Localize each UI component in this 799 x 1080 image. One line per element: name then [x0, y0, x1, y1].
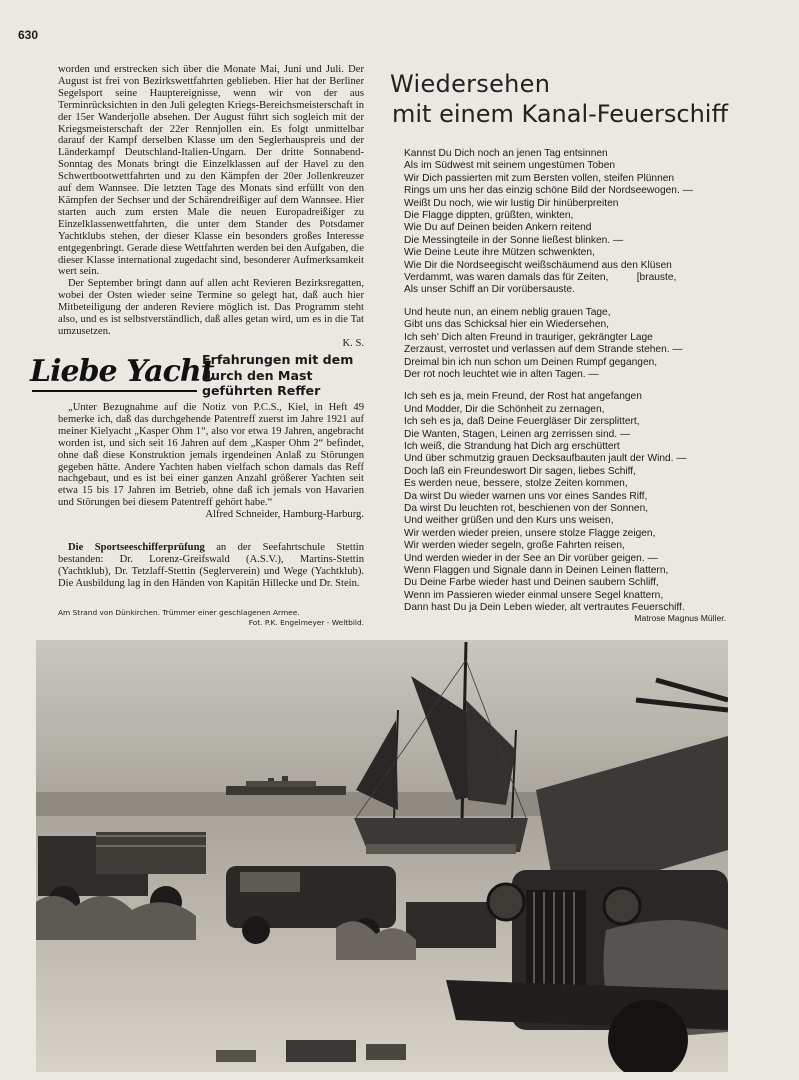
photo-credit: Fot. P.K. Engelmeyer - Weltbild. [248, 618, 364, 627]
poem-line: Verdammt, was waren damals das für Zeiten, [brauste, [404, 272, 677, 284]
letter-signature: Alfred Schneider, Hamburg-Harburg. [205, 509, 364, 521]
poem-line: Doch laß ein Freundeswort Dir sagen, liebes Schiff, [404, 465, 636, 477]
letters-heading [30, 352, 364, 400]
photo-caption [58, 608, 364, 628]
masthead-underline [32, 390, 197, 392]
poem-line: Da wirst Du leuchten rot, beschienen von der Sonnen, [404, 502, 649, 514]
reader-letter [58, 402, 364, 521]
poem-line: Und heute nun, an einem neblig grauen Tage, [404, 306, 611, 318]
poem-line: Und Modder, Dir die Schönheit zu zernagen, [404, 403, 605, 415]
poem-line: Kannst Du Dich noch an jenen Tag entsinnen [404, 148, 608, 159]
poem-line: Es werden neue, bessere, stolze Zeiten kommen, [404, 478, 628, 490]
poem-line: Als unser Schiff an Dir vorübersauste. [404, 284, 575, 296]
poem-line: Wir Dich passierten mit zum Bersten vollen, steifen Plünnen [404, 172, 675, 184]
poem-line: Wir werden wieder preien, unsere stolze Flagge zeigen, [404, 527, 656, 539]
poem-line: Wenn Flaggen und Signale dann in Deinen Leinen flattern, [404, 565, 669, 576]
page-number: 630 [18, 28, 39, 42]
dunkirk-beach-photo [36, 640, 728, 1072]
poem-line: Dann hast Du ja Dein Leben wieder, alt vertrautes Feuerschiff. [404, 602, 685, 614]
poem-title-block [376, 70, 728, 128]
poem-line: Gibt uns das Schicksal hier ein Wiedersehen, [404, 319, 609, 331]
poem-stanza [404, 391, 728, 614]
poem-line: Wir werden wieder segeln, große Fahrten reisen, [404, 540, 625, 552]
photo-illustration [36, 640, 728, 1072]
exam-notice-lead: Die Sportseeschifferprüfung [68, 542, 205, 553]
letters-masthead: Liebe Yacht [30, 354, 214, 389]
poem-line: Wie Dir die Nordseegischt weißschäumend aus den Klüsen [404, 259, 672, 271]
poem-line: Die Wanten, Stagen, Leinen arg zerrissen sind. — [404, 428, 631, 440]
poem-line: Wenn im Passieren wieder einmal unsere Segel knattern, [404, 589, 664, 601]
poem-line: Weißt Du noch, wie wir lustig Dir hinüberpreiten [404, 197, 619, 209]
poem-line: Da wirst Du wieder warnen uns vor eines Sandes Riff, [404, 490, 648, 502]
poem-stanza [404, 307, 728, 381]
poem-author: Matrose Magnus Müller. [634, 613, 726, 623]
poem-line: Als im Südwest mit seinem ungestümen Toben [404, 160, 616, 172]
poem-line: Und werden wieder in der See an Dir vorüber geigen. — [404, 552, 658, 564]
exam-notice-text: an der Seefahrtschule Stettin bestanden: Dr. Lorenz-Greifswald (A.S.V.), Martins-Stettin (Yachtklub), Dr. Tetzlaff-Stettin (Seglerverein) und Wege (Yachtklub). Die Ausbildung lag in den Händen von Kapitän Hillecke und Dr. Stein. [58, 542, 365, 589]
poem-line: Dreimal bin ich nun schon um Deinen Rumpf gegangen, [404, 356, 658, 368]
poem-line: Rings um uns her das einzig schöne Bild der Nordseewogen. — [404, 185, 693, 197]
letter-headline: Erfahrungen mit dem durch den Mast geführten Reffer [202, 352, 354, 398]
poem-stanza [404, 148, 728, 297]
exam-notice [58, 542, 364, 590]
poem-line: Der rot noch leuchtet wie in alten Tagen. — [404, 368, 599, 380]
regatta-article [58, 64, 364, 350]
letter-text: „Unter Bezugnahme auf die Notiz von P.C.S., Kiel, in Heft 49 bemerke ich, daß das durchgehende Patentreff zuerst im Jahre 1921 auf meiner Kielyacht „Kasper Ohm 1“, also vor etwa 19 Jahren, angebracht worden ist, und sich seit 16 Jahren auf dem „Kasper Ohm 2“ befindet, ohne daß diese Konstruktion jemals irgendeinen Anlaß zu Störungen gegeben hätte. Andere Yachten haben vielfach schon damals das Reff nachgebaut, und es ist bei einer ganzen Anzahl größerer Yachten seit etwa 15 bis 17 Jahren im Betrieb, ohne daß ich jemals von Havarien und Störungen bei diesem Patentreff gehört habe.“ [58, 402, 364, 509]
poem-line: Wie Deine Leute ihre Mützen schwenkten, [404, 247, 595, 259]
poem-line: Und über schmutzig grauen Decksaufbauten jault der Wind. — [404, 453, 687, 465]
poem-subtitle: mit einem Kanal-Feuerschiff [392, 100, 728, 128]
regatta-article-body [58, 64, 364, 350]
poem-line: Ich seh es ja, daß Deine Feuergläser Dir zersplittert, [404, 416, 640, 428]
caption-line: Am Strand von Dünkirchen. Trümmer einer geschlagenen Armee. [58, 608, 300, 617]
poem-line: Zerzaust, verrostet und verlassen auf dem Strande stehen. — [404, 344, 683, 356]
article-paragraph: Der September bringt dann auf allen acht Revieren Bezirksregatten, wobei der Osten wieder seine Termine so gelegt hat, daß auch hier Mitbeteiligung der anderen Reviere möglich ist. Das Programm steht also, und es ist selbstverständlich, daß alles getan wird, um es in die Tat umzusetzen. [58, 278, 364, 337]
poem-body [404, 148, 728, 625]
poem-line: Du Deine Farbe wieder hast und Deinen saubern Schliff, [404, 577, 659, 589]
poem-line: Und weither grüßen und den Kurs uns weisen, [404, 515, 614, 527]
article-paragraph: worden und erstrecken sich über die Monate Mai, Juni und Juli. Der August ist frei von Bezirkswettfahrten geblieben. Hier hat der Berliner Segelsport seine Hauptereignisse, wenn wir von der aus Terminrücksichten in den Juli gelegten Kriegs-Bereichsmeisterschaft in der 15er Wanderjolle absehen. Der August führt sich sogleich mit der Kriegsmeisterschaft der 22er Rennjollen ein. Es folgt unmittelbar darauf der Kampf derselben Klasse um den Seglerhauspreis und der Länderkampf Deutschland-Italien-Ungarn. Der dritte Sonnabend-Sonntag des Monats bringt die Einzelklassen auf der Havel zu den Schwertbootwettfahrten und zu den Kämpfen der 20er Jollenkreuzer auf dem Wannsee. Die letzten Tage des Monats sind erfüllt von den Kämpfen der Sechser und der Schärendreißiger auf dem Wannsee. Hier starten auch zum ersten Male die neuen Europadreißiger zu Einzelklassenwettfahrten, die unter dem Stander des Potsdamer Yachtklubs stehen, der dieser Klasse ein besonders großes Interesse entgegenbringt. Gerade diese Wettfahrten werden bei den Aufgaben, die dieser Klasse international zugedacht sind, besonderer Aufmerksamkeit wert sein. [58, 64, 364, 278]
poem-line: Ich seh es ja, mein Freund, der Rost hat angefangen [404, 391, 642, 403]
poem-line: Die Messingteile in der Sonne ließest blinken. — [404, 234, 624, 246]
poem-line: Die Flagge dippten, grüßten, winkten, [404, 210, 574, 222]
poem-line: Ich weiß, die Strandung hat Dich arg erschüttert [404, 440, 620, 452]
poem-line: Ich seh' Dich alten Freund in trauriger, gekrängter Lage [404, 331, 653, 343]
poem-line: Wie Du auf Deinen beiden Ankern reitend [404, 222, 592, 234]
article-signature: K. S. [342, 337, 364, 349]
poem-title: Wiedersehen [390, 70, 551, 98]
